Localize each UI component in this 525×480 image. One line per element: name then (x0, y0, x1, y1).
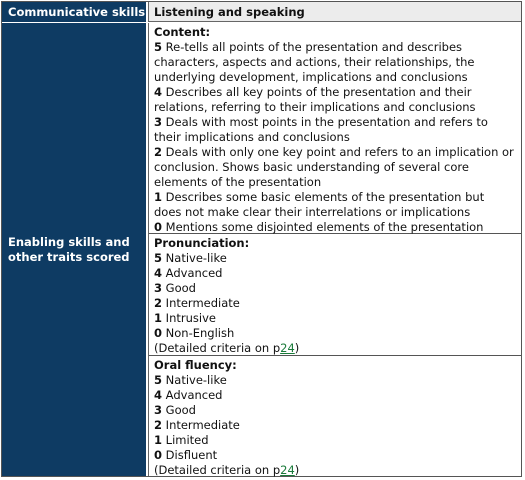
pronunciation-item (154, 326, 515, 341)
oral-fluency-title: Oral fluency: (154, 358, 237, 372)
score: 0 (154, 220, 163, 234)
content-item (154, 145, 515, 190)
score: 2 (154, 296, 163, 310)
descriptor: Re-tells all points of the presentation and describes characters, aspects and actions, their relationships, the underlying development, implications and conclusions (154, 40, 475, 84)
content-section (149, 23, 521, 234)
descriptor: Deals with most points in the presentation and refers to their implications and conclusions (154, 115, 488, 144)
descriptor: Good (165, 403, 196, 417)
score: 4 (154, 388, 163, 402)
criteria-cell (148, 23, 521, 476)
pronunciation-item (154, 251, 515, 266)
criteria-suffix: ) (294, 463, 300, 477)
content-title: Content: (154, 25, 211, 39)
oral-fluency-criteria (154, 463, 515, 478)
descriptor: Limited (165, 433, 209, 447)
descriptor: Native-like (165, 251, 227, 265)
score: 0 (154, 326, 163, 340)
descriptor: Intermediate (165, 418, 240, 432)
score: 5 (154, 40, 163, 54)
oral-fluency-item (154, 388, 515, 403)
score: 4 (154, 266, 163, 280)
descriptor: Deals with only one key point and refers to an implication or conclusion. Shows basic understanding of several core elements of the presentation (154, 145, 514, 189)
score: 3 (154, 403, 163, 417)
descriptor: Native-like (165, 373, 227, 387)
pronunciation-item (154, 281, 515, 296)
content-item (154, 40, 515, 85)
score: 5 (154, 373, 163, 387)
score: 3 (154, 115, 163, 129)
oral-fluency-item (154, 448, 515, 463)
pronunciation-title: Pronunciation: (154, 236, 250, 250)
header-listening-speaking: Listening and speaking (148, 2, 521, 22)
oral-fluency-section (149, 356, 521, 476)
content-item (154, 220, 515, 235)
oral-fluency-item (154, 373, 515, 388)
descriptor: Intrusive (165, 311, 216, 325)
descriptor: Advanced (165, 388, 223, 402)
descriptor: Describes all key points of the presentation and their relations, referring to their implications and conclusions (154, 85, 476, 114)
score: 0 (154, 448, 163, 462)
row-label-cell (2, 23, 146, 476)
content-item (154, 115, 515, 145)
header-communicative-skills: Communicative skills (2, 2, 146, 22)
descriptor: Advanced (165, 266, 223, 280)
pronunciation-item (154, 266, 515, 281)
score: 1 (154, 433, 163, 447)
content-item (154, 190, 515, 220)
pronunciation-criteria (154, 341, 515, 356)
score: 2 (154, 418, 163, 432)
pronunciation-section (149, 234, 521, 356)
score: 1 (154, 190, 163, 204)
content-item (154, 85, 515, 115)
descriptor: Describes some basic elements of the presentation but does not make clear their interrelations or implications (154, 190, 485, 219)
descriptor: Disfluent (165, 448, 218, 462)
descriptor: Good (165, 281, 196, 295)
pronunciation-item (154, 296, 515, 311)
score: 1 (154, 311, 163, 325)
criteria-prefix: (Detailed criteria on p (154, 463, 281, 477)
oral-fluency-item (154, 403, 515, 418)
oral-fluency-item (154, 433, 515, 448)
criteria-suffix: ) (294, 341, 300, 355)
criteria-page-link[interactable]: 24 (280, 463, 295, 477)
criteria-prefix: (Detailed criteria on p (154, 341, 281, 355)
score: 4 (154, 85, 163, 99)
score: 3 (154, 281, 163, 295)
score: 5 (154, 251, 163, 265)
criteria-page-link[interactable]: 24 (280, 341, 295, 355)
descriptor: Intermediate (165, 296, 240, 310)
descriptor: Mentions some disjointed elements of the presentation (165, 220, 484, 234)
oral-fluency-item (154, 418, 515, 433)
row-label: Enabling skills and other traits scored (8, 235, 130, 264)
score: 2 (154, 145, 163, 159)
pronunciation-item (154, 311, 515, 326)
descriptor: Non-English (165, 326, 235, 340)
